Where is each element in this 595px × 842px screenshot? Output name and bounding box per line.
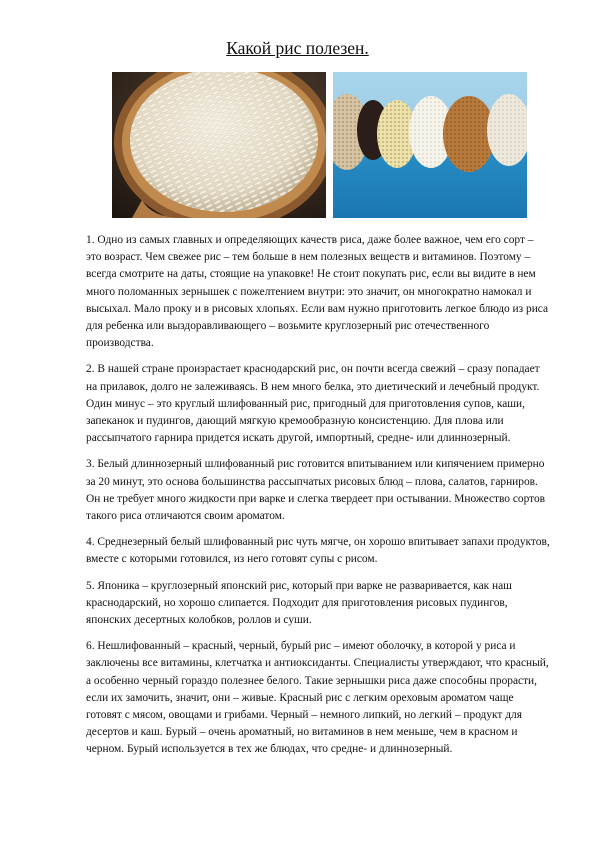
paragraph-5: 5. Японика – круглозерный японский рис, который при варке не разваривается, как наш краснодарский, но хорошо слипается. Подходит для приготовления рисовых пудингов, японских десертных колобков, роллов и суши.: [86, 579, 512, 627]
paragraph-4: 4. Среднезерный белый шлифованный рис чуть мягче, он хорошо впитывает запахи продуктов, вместе с которыми готовился, из него готовят супы с рисом.: [86, 536, 550, 566]
paragraph-3: 3. Белый длиннозерный шлифованный рис готовится впитыванием или кипячением примерно за 20 минут, это основа большинства рассыпчатых рисовых блюд – плова, салатов, гарниров. Он не требует много жидкости при варке и слегка твердеет при остывании. Множество сортов такого риса отличаются своим ароматом.: [86, 458, 546, 523]
paragraph-2: 2. В нашей стране произрастает краснодарский рис, он почти всегда свежий – сразу попадает на прилавок, долго не залеживаясь. В нем много белка, это диетический и лечебный продукт. Один минус – это круглый шлифованный рис, пригодный для приготовления супов, каши, запеканок и пудингов, дающий мягкую кремообразную консистенцию. Для плова или рассыпчатого гарнира придется искать другой, импортный, средне- или длиннозерный.: [86, 363, 540, 445]
rice-bowl-image: [112, 72, 326, 218]
paragraph-6: 6. Нешлифованный – красный, черный, бурый рис – имеют оболочку, в которой у риса и заключены все витамины, клетчатка и антиоксиданты. Специалисты утверждают, что красный, а особенно черный гораздо полезнее белого. Такие зернышки риса даже способны прорасти, если их замочить, значит, они – живые. Красный рис с легким ореховым ароматом чаще готовят с мясом, овощами и грибами. Черный – немного липкий, но легкий – продукт для десертов и каш. Бурый – очень ароматный, но витаминов в нем меньше, чем в красном и черном. Бурый используется в тех же блюдах, что средне- и длиннозерный.: [86, 640, 549, 756]
page-title: Какой рис полезен.: [226, 38, 369, 58]
article-body: [86, 232, 550, 768]
rice-varieties-image: [333, 72, 527, 218]
paragraph-1: 1. Одно из самых главных и определяющих качеств риса, даже более важное, чем его сорт – это возраст. Чем свежее рис – тем больше в нем полезных веществ и витаминов. Поэтому – всегда смотрите на даты, стоящие на упаковке! Не стоит покупать рис, если вы видите в нем много поломанных зернышек с пожелтением внутри: это значит, он многократно намокал и высыхал. Мало проку и в рисовых хлопьях. Если вам нужно приготовить легкое блюдо из риса для ребенка или выздоравливающего – возьмите круглозерный рис отечественного производства.: [86, 234, 549, 350]
